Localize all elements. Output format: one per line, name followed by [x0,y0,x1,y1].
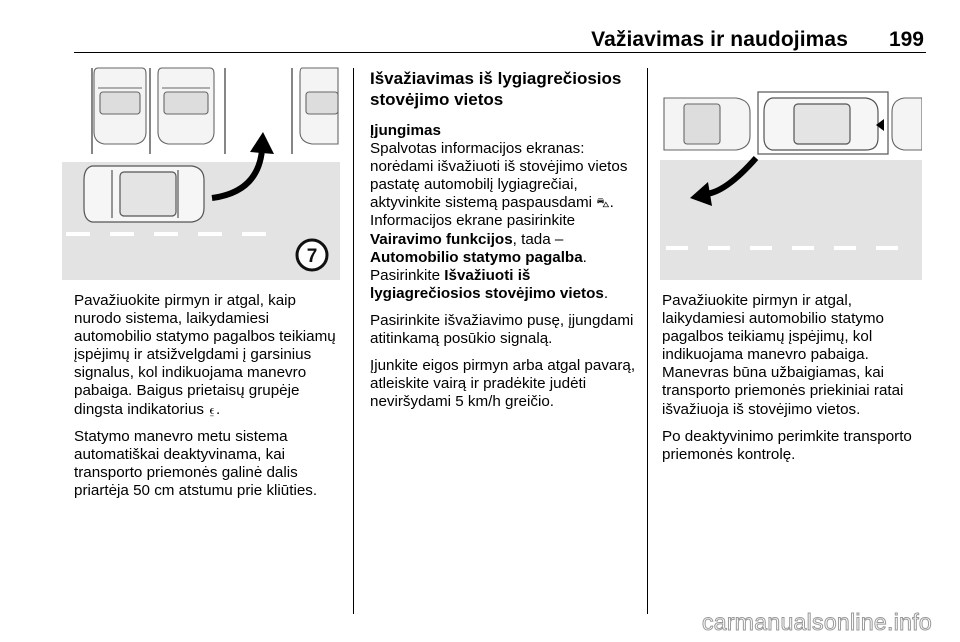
parked-car-top-1 [94,68,146,144]
column-3-text [662,292,928,473]
page-number: 199 [888,28,924,51]
col1-paragraph-2: Statymo manevro metu sistema automatiškai deaktyvinama, kai transporto priemonės galinė dalis priartėja 50 cm atstumu prie kliūties. [74,427,318,499]
col2-p1-text-f: Pasirinkite [370,266,445,284]
menu-exit-parallel-space: Išvažiuoti iš lygiagrečiosios stovėjimo vietos [370,266,604,302]
column-1-text [74,292,346,509]
col2-p1-text-d: , tada – [512,230,564,248]
exiting-car [764,98,878,150]
menu-driving-functions: Vairavimo funkcijos [370,230,513,248]
sub-heading-activation: Įjungimas [370,122,441,139]
col2-paragraph-3: Įjunkite eigos pirmyn arba atgal pavarą, atleiskite vairą ir pradėkite judėti neviršydami 5 km/h greičio. [370,357,636,411]
col1-paragraph-1 [74,292,346,419]
col2-p1-text-c: Informacijos ekrane pasirinkite [370,212,576,230]
parked-car-top-2 [158,68,214,144]
column-divider-1 [353,68,354,614]
col1-p1-end: . [216,400,221,418]
col2-paragraph-2: Pasirinkite išvažiavimo pusę, įjungdami atitinkamą posūkio signalą. [370,311,634,348]
col2-p1-text-g: . [603,284,609,302]
page-header [74,24,926,53]
column-2-text [370,122,640,420]
parking-indicator-icon: ⍷ [208,401,217,417]
exit-parking-diagram-svg [660,62,922,280]
column-divider-2 [647,68,648,614]
col3-paragraph-1: Pavažiuokite pirmyn ir atgal, laikydamiesi automobilio statymo pagalbos teikiamų įspėjimų, kol indikuojama manevro pabaiga. [662,292,884,364]
rear-parked-car [664,98,750,150]
parked-car-top-3 [300,68,338,144]
parking-assist-button-icon: ⛍ [596,195,610,211]
col1-p1-text: Pavažiuokite pirmyn ir atgal, kaip nurodo sistema, laikydamiesi automobilio statymo pagalbos teikiamų įspėjimų ir atsižvelgdami į garsinius signalus, kol indikuojama manevro pabaiga. Baigus prietaisų grupėje dingsta indikatorius [74,292,336,418]
col3-paragraph-2: Manevras būna užbaigiamas, kai transporto priemonės priekiniai ratai išvažiuoja iš stovėjimo vietos. [662,364,904,418]
col2-p1-text-b: . [609,194,614,212]
col3-paragraph-3: Po deaktyvinimo perimkite transporto priemonės kontrolę. [662,427,912,463]
col2-p1-text-e: . [582,248,587,266]
parking-diagram-svg [62,62,340,280]
front-parked-car [892,98,922,150]
maneuvering-car [84,166,204,222]
col2-p1-text-a: Spalvotas informacijos ekranas: norėdami išvažiuoti iš stovėjimo vietos pastatę automobilį lygiagrečiai, aktyvinkite sistemą paspausdami [370,140,628,212]
section-heading: Išvažiavimas iš lygiagrečiosios stovėjimo vietos [370,69,622,109]
parking-illustration-right [660,62,922,280]
figure-badge-number: 7 [306,246,318,267]
col2-paragraph-1 [370,140,640,303]
watermark: carmanualsonline.info [701,609,932,635]
page-title: Važiavimas ir naudojimas [591,28,848,51]
parking-illustration-left [62,62,340,280]
menu-parking-assist: Automobilio statymo pagalba [370,248,583,266]
